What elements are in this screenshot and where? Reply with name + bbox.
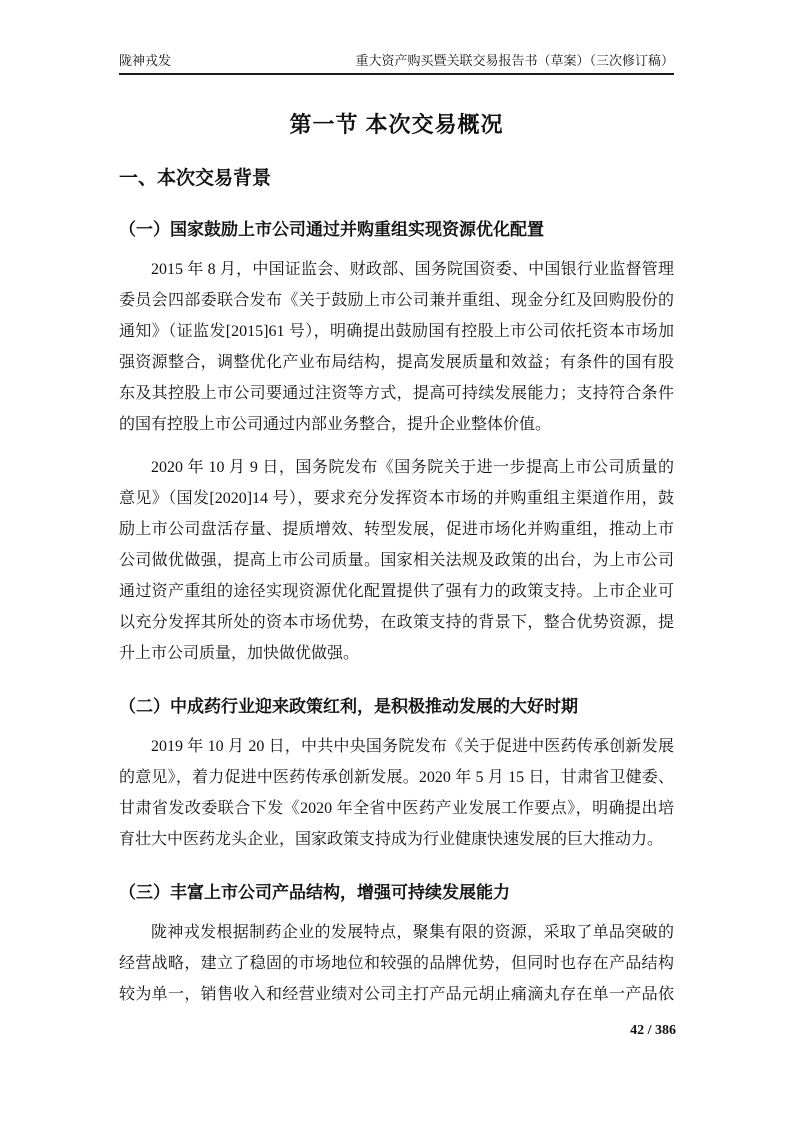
page-footer	[630, 1023, 676, 1039]
subsection-3-heading: （三）丰富上市公司产品结构，增强可持续发展能力	[119, 883, 510, 902]
page-header	[119, 52, 674, 75]
header-report-title: 重大资产购买暨关联交易报告书（草案）（三次修订稿）	[355, 53, 674, 68]
paragraph-4: 陇神戎发根据制药企业的发展特点，聚集有限的资源，采取了单品突破的经营战略，建立了稳固的市场地位和较强的品牌优势，但同时也存在产品结构较为单一，销售收入和经营业绩对公司主打产品元胡止痛滴丸存在单一产品依	[119, 924, 674, 1003]
header-company: 陇神戎发	[119, 53, 172, 68]
subsection-2-heading: （二）中成药行业迎来政策红利，是积极推动发展的大好时期	[119, 697, 578, 716]
page-number: 42 / 386	[630, 1023, 676, 1038]
paragraph-2: 2020 年 10 月 9 日，国务院发布《国务院关于进一步提高上市公司质量的意见》（国发[2020]14 号），要求充分发挥资本市场的并购重组主渠道作用，鼓励上市公司盘活存量、提质增效、转型发展，促进市场化并购重组，推动上市公司做优做强，提高上市公司质量。国家相关法规及政策的出台，为上市公司通过资产重组的途径实现资源优化配置提供了强有力的政策支持。上市企业可以充分发挥其所处的资本市场优势，在政策支持的背景下，整合优势资源，提升上市公司质量，加快做优做强。	[119, 459, 674, 662]
subsection-1-heading: （一）国家鼓励上市公司通过并购重组实现资源优化配置	[119, 220, 544, 239]
chapter-title: 第一节 本次交易概况	[289, 112, 504, 137]
paragraph-3: 2019 年 10 月 20 日，中共中央国务院发布《关于促进中医药传承创新发展的意见》，着力促进中医药传承创新发展。2020 年 5 月 15 日，甘肃省卫健委、甘肃省发改委联合下发《2020 年全省中医药产业发展工作要点》，明确提出培育壮大中医药龙头企业，国家政策支持成为行业健康快速发展的巨大推动力。	[119, 738, 674, 848]
section-heading-background: 一、本次交易背景	[119, 168, 272, 189]
paragraph-1: 2015 年 8 月，中国证监会、财政部、国务院国资委、中国银行业监督管理委员会四部委联合发布《关于鼓励上市公司兼并重组、现金分红及回购股份的通知》（证监发[2015]61 号），明确提出鼓励国有控股上市公司依托资本市场加强资源整合，调整优化产业布局结构，提高发展质量和效益；有条件的国有股东及其控股上市公司要通过注资等方式，提高可持续发展能力；支持符合条件的国有控股上市公司通过内部业务整合，提升企业整体价值。	[119, 261, 674, 433]
page-content	[119, 110, 674, 1010]
